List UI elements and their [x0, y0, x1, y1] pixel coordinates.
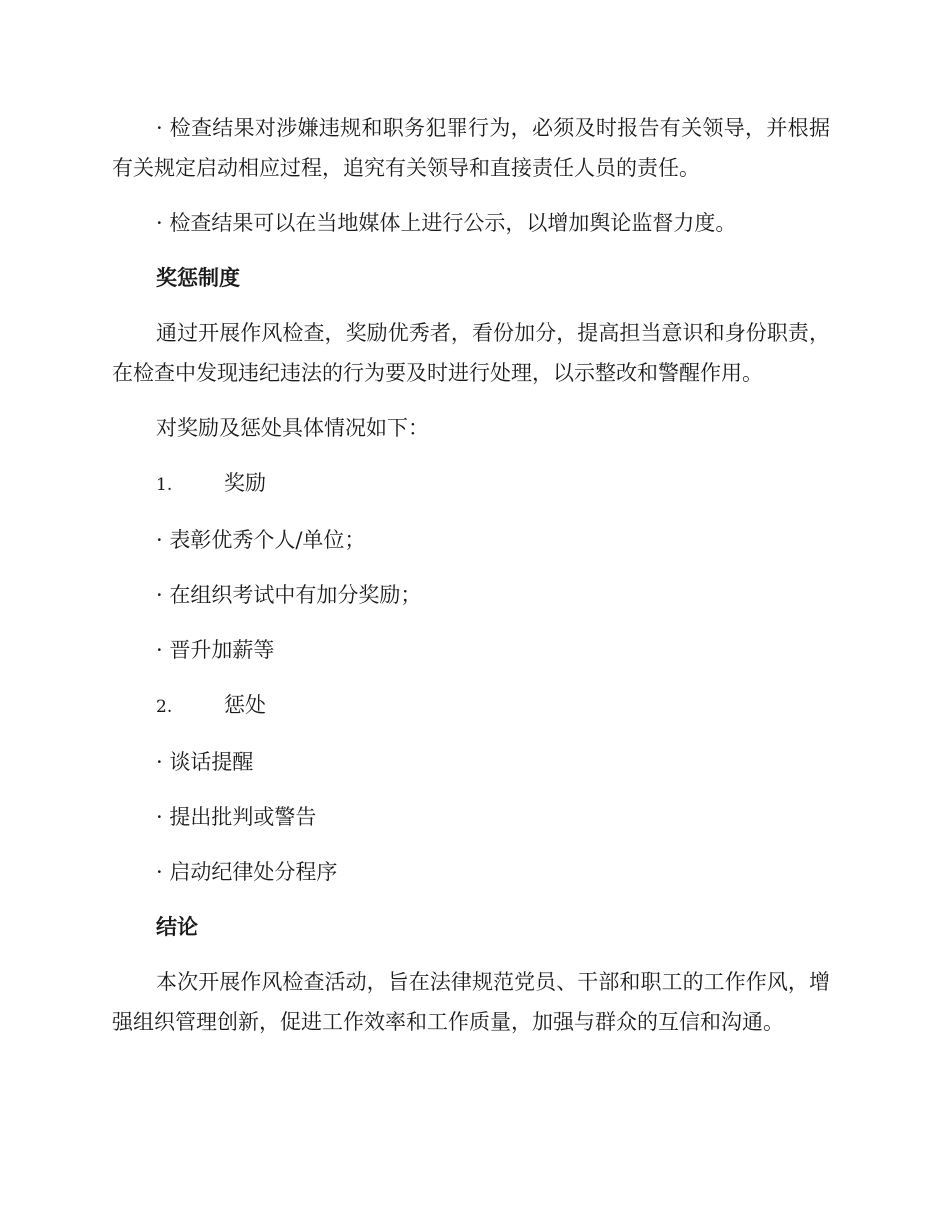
paragraph-intro: 对奖励及惩处具体情况如下： [156, 416, 429, 440]
heading-reward-system: 奖惩制度 [156, 265, 240, 290]
bullet-media-publicity: · 检查结果可以在当地媒体上进行公示，以增加舆论监督力度。 [156, 211, 737, 235]
bullet-reward: · 表彰优秀个人/单位； [156, 528, 366, 552]
bullet-punishment: · 启动纪律处分程序 [156, 860, 338, 884]
numbered-item-punishment [112, 685, 830, 727]
numbered-item-reward [112, 463, 830, 505]
bullet-report-violations: · 检查结果对涉嫌违规和职务犯罪行为，必须及时报告有关领导，并根据有关规定启动相应过程，追究有关领导和直接责任人员的责任。 [112, 116, 830, 180]
document-body [112, 108, 830, 1057]
bullet-reward: · 晋升加薪等 [156, 638, 275, 662]
paragraph-conclusion: 本次开展作风检查活动，旨在法律规范党员、干部和职工的工作作风，增强组织管理创新，促进工作效率和工作质量，加强与群众的互信和沟通。 [112, 970, 830, 1034]
heading-conclusion: 结论 [156, 914, 198, 939]
item-number: 1. [156, 475, 173, 495]
item-number: 2. [156, 697, 173, 717]
bullet-reward: · 在组织考试中有加分奖励； [156, 583, 422, 607]
item-label: 奖励 [224, 471, 266, 495]
item-label: 惩处 [224, 693, 266, 717]
bullet-punishment: · 提出批判或警告 [156, 805, 317, 829]
paragraph-reward-system: 通过开展作风检查，奖励优秀者，看份加分，提高担当意识和身份职责，在检查中发现违纪违法的行为要及时进行处理，以示整改和警醒作用。 [112, 321, 830, 385]
bullet-punishment: · 谈话提醒 [156, 750, 254, 774]
